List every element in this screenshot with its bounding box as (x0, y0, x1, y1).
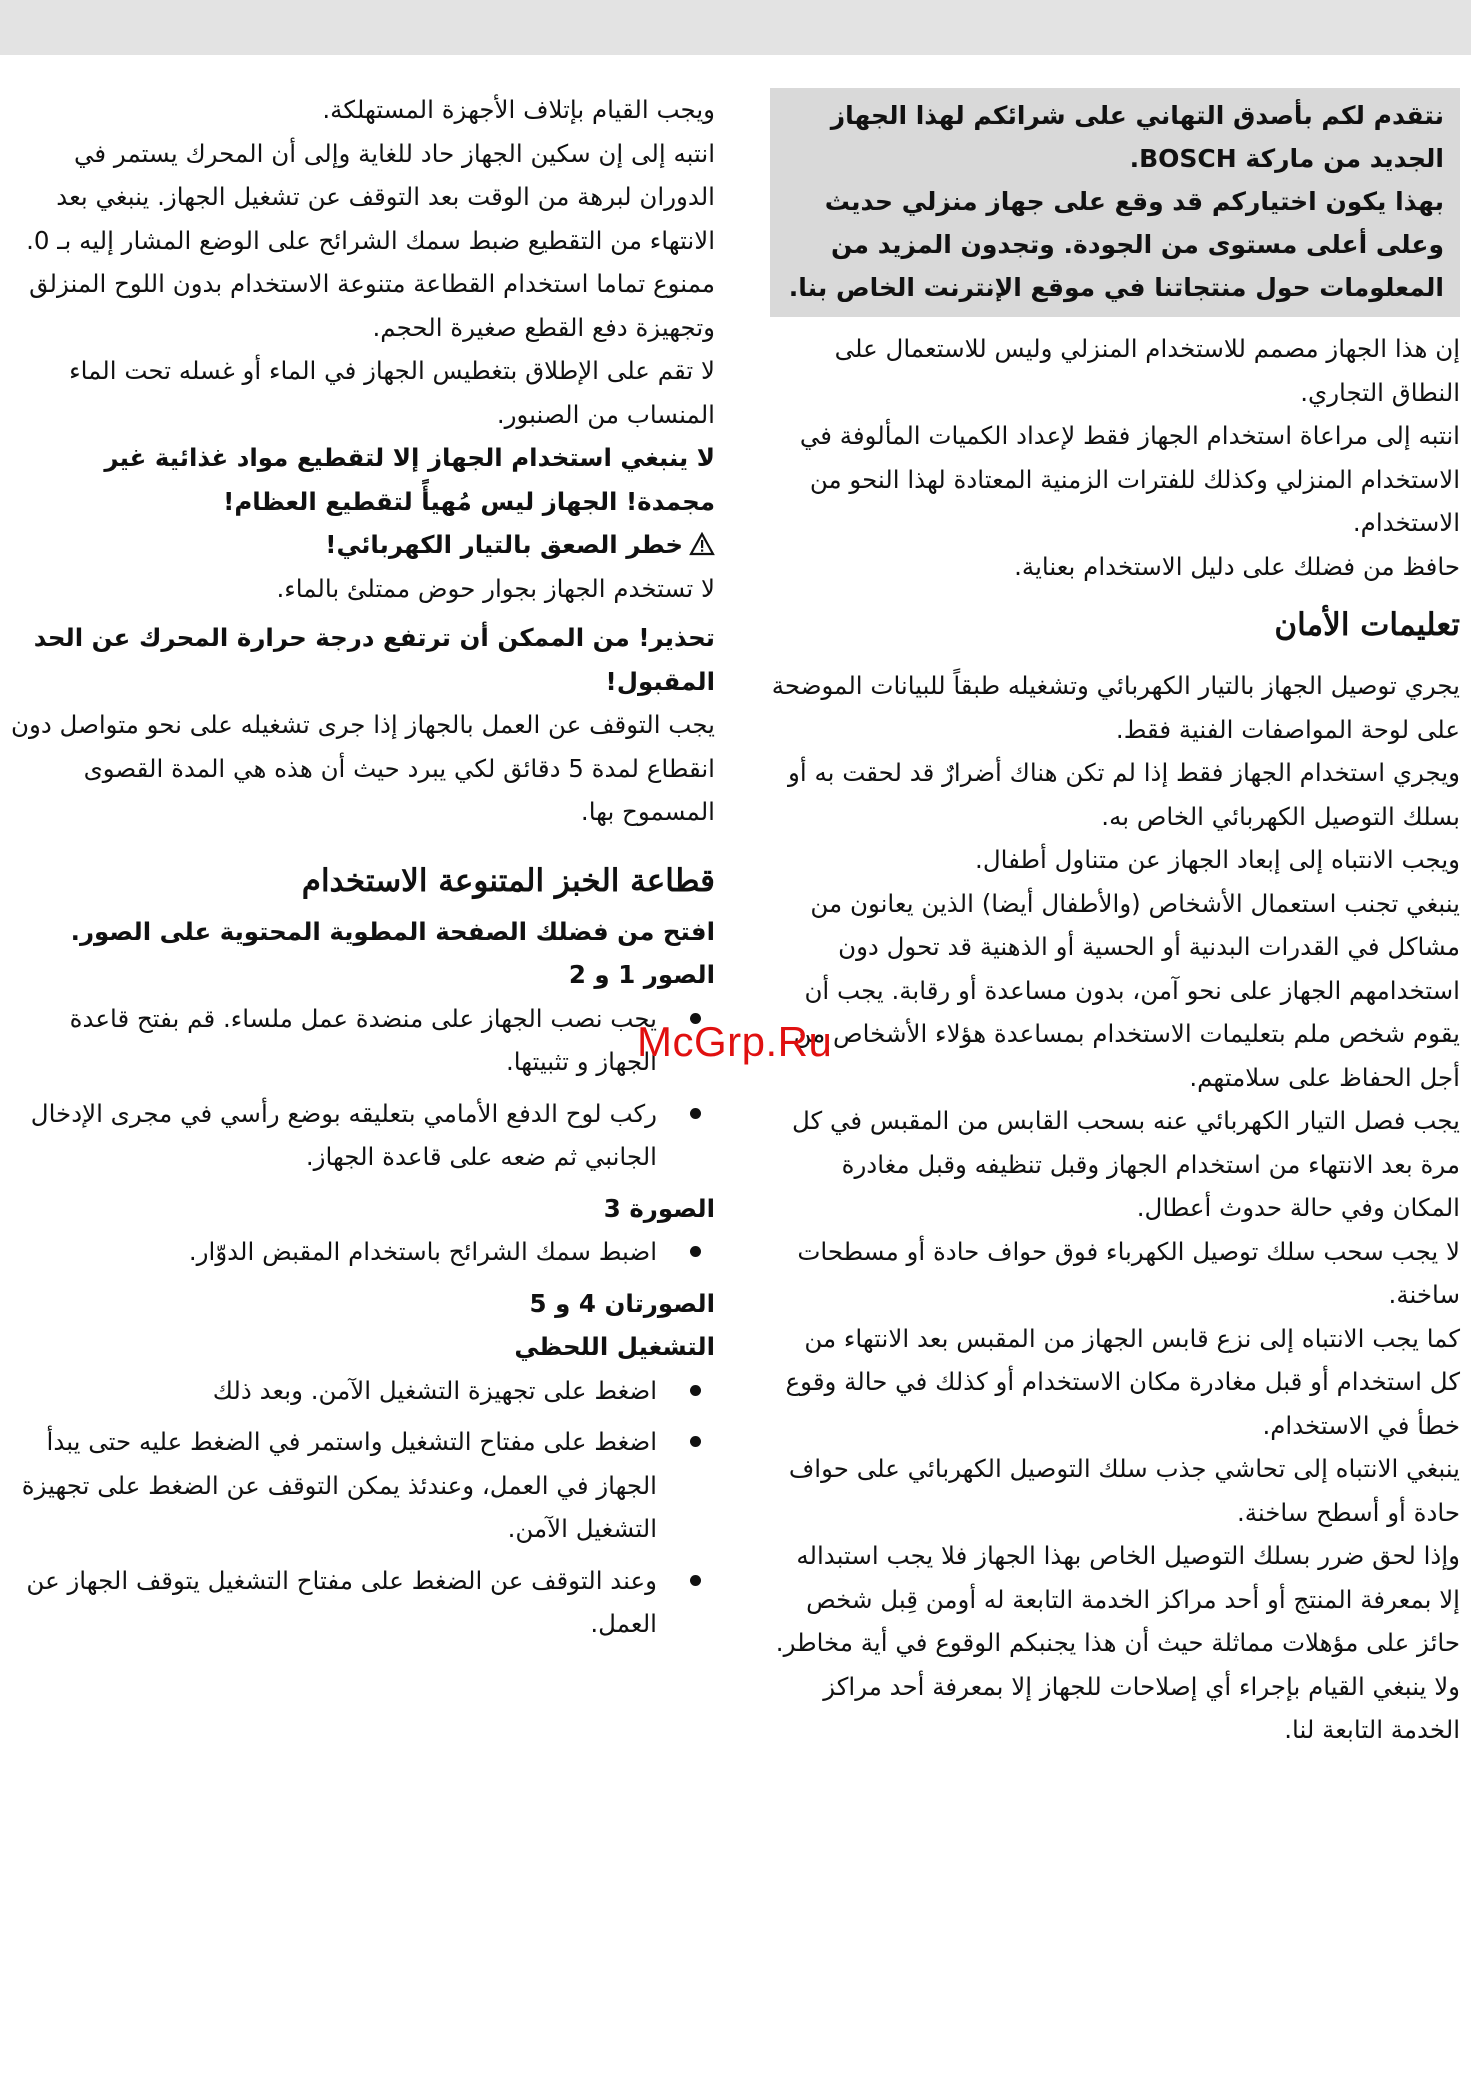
safety-paragraph: وإذا لحق ضرر بسلك التوصيل الخاص بهذا الجهاز فلا يجب استبداله إلا بمعرفة المنتج أو أحد مراكز الخدمة التابعة له أومن قِبل شخص حائز على مؤهلات مماثلة حيث أن هذا يجنبكم الوقوع في أية مخاطر. ولا ينبغي القيام بإجراء أي إصلاحات للجهاز إلا بمعرفة أحد مراكز الخدمة التابعة لنا. (775, 1541, 1460, 1744)
safety-title: تعليمات الأمان (1274, 607, 1460, 643)
warning-text: لا تستخدم الجهاز بجوار حوض ممتلئ بالماء. (276, 573, 715, 603)
intro-paragraph: بهذا يكون اختياركم قد وقع على جهاز منزلي حديث وعلى أعلى مستوى من الجودة. وتجدون المزيد من المعلومات حول منتجاتنا في موقع الإنترنت الخاص بنا. (788, 187, 1444, 302)
caution-title: تحذير! من الممكن أن ترتفع درجة حرارة المحرك عن الحد المقبول! (33, 623, 715, 696)
safety-paragraph: كما يجب الانتباه إلى نزع قابس الجهاز من المقبس بعد الانتهاء من كل استخدام أو قبل مغادرة مكان الاستخدام أو كذلك في حالة وقوع خطأ في الاستخدام. (785, 1323, 1460, 1440)
right-column (770, 88, 1460, 1752)
top-gray-bar (0, 0, 1471, 55)
list-item: اضغط على مفتاح التشغيل واستمر في الضغط عليه حتى يبدأ الجهاز في العمل، وعندئذ يمكن التوقف عن الضغط على تجهيزة التشغيل الآمن. (10, 1420, 715, 1551)
section-title: قطاعة الخبز المتنوعة الاستخدام (301, 862, 715, 899)
bullet-icon (690, 1246, 701, 1257)
figure-heading: الصورة 3 (603, 1193, 715, 1223)
list-item: يجب نصب الجهاز على منضدة عمل ملساء. قم بفتح قاعدة الجهاز و تثبيتها. (10, 997, 715, 1084)
list-item: اضبط سمك الشرائح باستخدام المقبض الدوّار. (10, 1230, 715, 1274)
electric-shock-warning (10, 523, 715, 567)
bullet-icon (690, 1575, 701, 1586)
paragraph: انتبه إلى إن سكين الجهاز حاد للغاية وإلى أن المحرك يستمر في الدوران لبرهة من الوقت بعد التوقف عن تشغيل الجهاز. ينبغي بعد الانتهاء من التقطيع ضبط سمك الشرائح على الوضع المشار إليه بـ 0. (26, 138, 715, 255)
figure-heading: الصورتان 4 و 5 (529, 1288, 715, 1318)
warning-title: خطر الصعق بالتيار الكهربائي! (325, 530, 683, 559)
bold-warning-paragraph: لا ينبغي استخدام الجهاز إلا لتقطيع مواد غذائية غير مجمدة! الجهاز ليس مُهيأً لتقطيع العظام! (104, 443, 715, 516)
bullet-icon (690, 1436, 701, 1447)
safety-paragraph: ينبغي تجنب استعمال الأشخاص (والأطفال أيضا) الذين يعانون من مشاكل في القدرات البدنية أو الحسية أو الذهنية قد تحول دون استخدامهم الجهاز على نحو آمن، بدون مساعدة أو رقابة. يجب أن يقوم شخص ملم بتعليمات الاستخدام بمساعدة هؤلاء الأشخاص من أجل الحفاظ على سلامتهم. (793, 888, 1460, 1092)
paragraph: ويجب القيام بإتلاف الأجهزة المستهلكة. (322, 95, 715, 124)
bullet-icon (690, 1385, 701, 1396)
paragraph: ممنوع تماما استخدام القطاعة متنوعة الاستخدام بدون اللوح المنزلق وتجهيزة دفع القطع صغيرة الحجم. (29, 269, 715, 342)
watermark: McGrp.Ru (637, 1018, 833, 1065)
bullet-list (10, 1369, 715, 1646)
figure-heading: الصور 1 و 2 (568, 960, 715, 989)
intro-box (770, 88, 1460, 317)
list-item: وعند التوقف عن الضغط على مفتاح التشغيل يتوقف الجهاز عن العمل. (10, 1559, 715, 1646)
warning-triangle-icon (689, 523, 715, 567)
safety-paragraph: لا يجب سحب سلك توصيل الكهرباء فوق حواف حادة أو مسطحات ساخنة. (797, 1236, 1460, 1309)
safety-paragraph: ويجري استخدام الجهاز فقط إذا لم تكن هناك أضرارٌ قد لحقت به أو بسلك التوصيل الكهربائي الخاص به. (788, 758, 1460, 831)
safety-paragraph: يجب فصل التيار الكهربائي عنه بسحب القابس من المقبس في كل مرة بعد الانتهاء من استخدام الجهاز وقبل تنظيفه وقبل مغادرة المكان وفي حالة حدوث أعطال. (791, 1106, 1460, 1222)
left-column (10, 88, 715, 1654)
safety-paragraph: ينبغي الانتباه إلى تحاشي جذب سلك التوصيل الكهربائي على حواف حادة أو أسطح ساخنة. (788, 1454, 1460, 1527)
safety-paragraph: يجري توصيل الجهاز بالتيار الكهربائي وتشغيله طبقاً للبيانات الموضحة على لوحة المواصفات الفنية فقط. (771, 671, 1460, 744)
paragraph: حافظ من فضلك على دليل الاستخدام بعناية. (1014, 551, 1460, 581)
caution-text: يجب التوقف عن العمل بالجهاز إذا جرى تشغيله على نحو متواصل دون انقطاع لمدة 5 دقائق لكي يبرد حيث أن هذه هي المدة القصوى المسموح بها. (11, 710, 715, 826)
bullet-icon (690, 1108, 701, 1119)
sub-heading: التشغيل اللحظي (514, 1332, 715, 1361)
list-item: اضغط على تجهيزة التشغيل الآمن. وبعد ذلك (10, 1369, 715, 1413)
bullet-list (10, 997, 715, 1179)
list-item: ركب لوح الدفع الأمامي بتعليقه بوضع رأسي في مجرى الإدخال الجانبي ثم ضعه على قاعدة الجهاز. (10, 1092, 715, 1179)
paragraph: لا تقم على الإطلاق بتغطيس الجهاز في الماء أو غسله تحت الماء المنساب من الصنبور. (69, 356, 715, 429)
intro-paragraph: نتقدم لكم بأصدق التهاني على شرائكم لهذا الجهاز الجديد من ماركة BOSCH. (830, 101, 1444, 173)
paragraph: إن هذا الجهاز مصمم للاستخدام المنزلي وليس للاستعمال على النطاق التجاري. (834, 334, 1460, 407)
open-page-instruction: افتح من فضلك الصفحة المطوية المحتوية على الصور. (70, 916, 715, 946)
bullet-list (10, 1230, 715, 1274)
safety-paragraph: ويجب الانتباه إلى إبعاد الجهاز عن متناول أطفال. (975, 845, 1460, 874)
paragraph: انتبه إلى مراعاة استخدام الجهاز فقط لإعداد الكميات المألوفة في الاستخدام المنزلي وكذلك للفترات الزمنية المعتادة لهذا النحو من الاستخدام. (799, 421, 1460, 537)
